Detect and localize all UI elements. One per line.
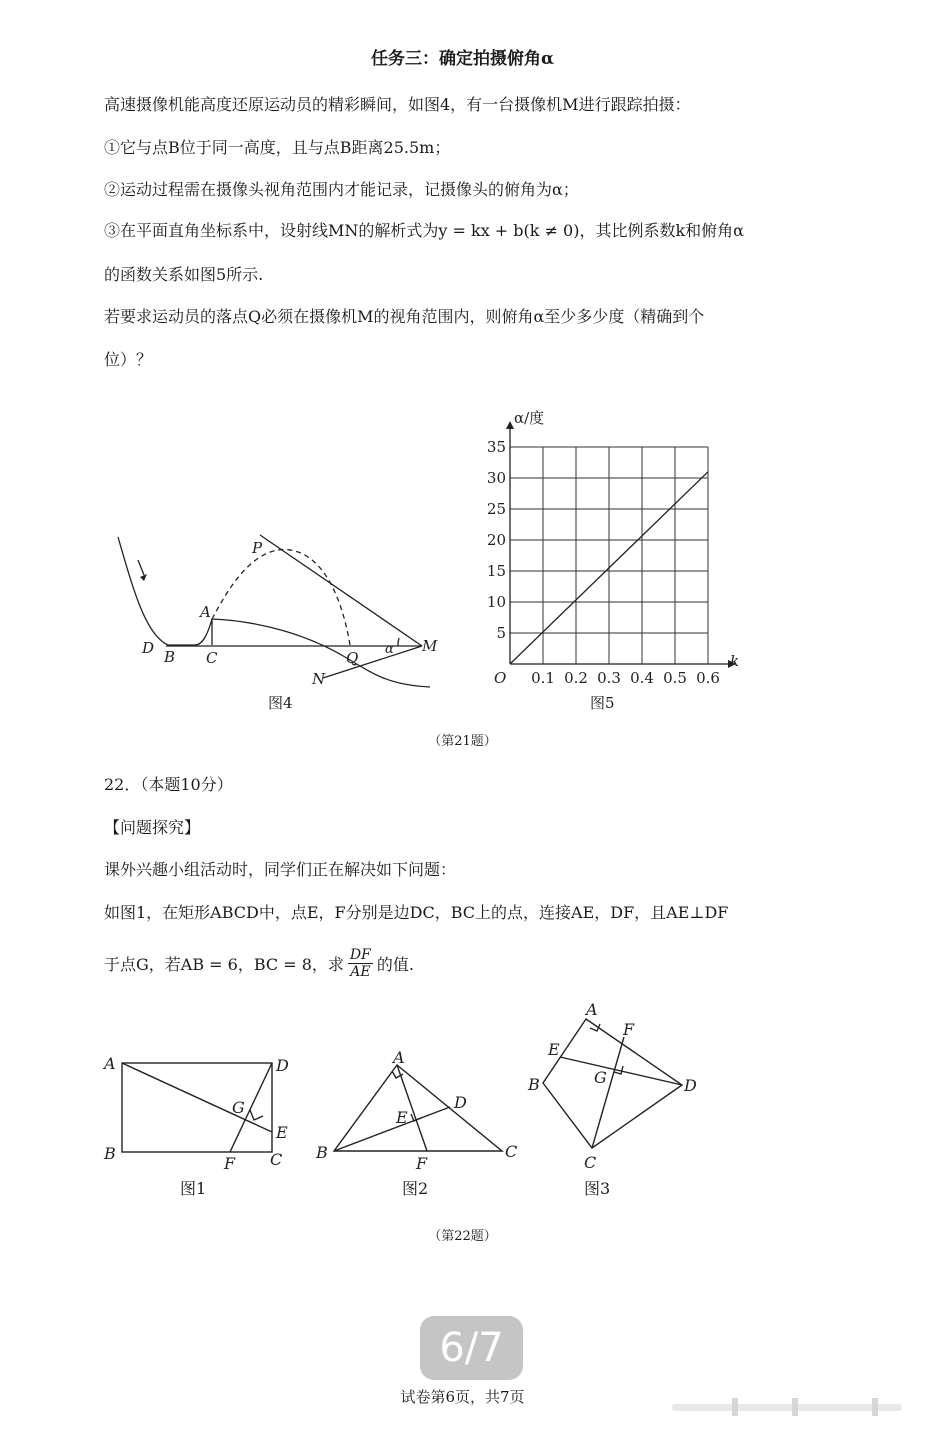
q22-line-2: 如图1，在矩形ABCD中，点E，F分别是边DC，BC上的点，连接AE，DF，且AE⊥DF <box>104 903 729 922</box>
x-axis-label: k <box>730 652 740 670</box>
fig1-label-g: G <box>232 1098 245 1117</box>
figure-4-caption: 图4 <box>268 694 293 712</box>
segment-ae <box>122 1063 272 1132</box>
y-tick-label: 25 <box>486 500 506 518</box>
fig3-label-e: E <box>548 1040 560 1059</box>
fig3-label-b: B <box>528 1075 540 1094</box>
q22-caption: （第22题） <box>428 1229 497 1244</box>
figure-3-caption: 图3 <box>584 1179 611 1198</box>
fig1-label-e: E <box>276 1123 288 1142</box>
fraction-numerator: DF <box>349 947 371 963</box>
q21-item-2: ②运动过程需在摄像头视角范围内才能记录，记摄像头的俯角为α； <box>104 180 579 199</box>
quadrilateral-abcd <box>543 1019 682 1148</box>
chart-grid <box>510 447 708 664</box>
fig3-label-c: C <box>584 1153 597 1172</box>
x-tick-label: 0.3 <box>597 669 621 687</box>
figure-5-chart <box>470 402 760 692</box>
fig2-label-f: F <box>416 1154 428 1170</box>
triangle-abc <box>334 1065 502 1151</box>
fig1-label-f: F <box>224 1154 236 1170</box>
right-angle-mark <box>250 1110 263 1120</box>
label-alpha: α <box>385 642 394 657</box>
page-indicator: 6/7 <box>420 1316 523 1380</box>
q21-caption: （第21题） <box>428 734 497 749</box>
figure-3 <box>522 995 712 1175</box>
watermark-icon <box>672 1396 902 1418</box>
fig3-label-g: G <box>594 1068 607 1087</box>
fig3-label-d: D <box>684 1076 697 1095</box>
x-tick-label: 0.5 <box>663 669 687 687</box>
fig2-label-c: C <box>505 1142 518 1161</box>
fig2-label-b: B <box>316 1143 328 1162</box>
q21-intro: 高速摄像机能高度还原运动员的精彩瞬间，如图4，有一台摄像机M进行跟踪拍摄： <box>104 95 691 114</box>
segment-bd <box>334 1107 450 1151</box>
fig3-label-a: A <box>586 1000 598 1019</box>
figure-1-caption: 图1 <box>180 1179 207 1198</box>
figure-2-caption: 图2 <box>402 1179 429 1198</box>
fig2-label-d: D <box>454 1093 467 1112</box>
q22-line-1: 课外兴趣小组活动时，同学们正在解决如下问题： <box>104 860 457 879</box>
q21-question: 若要求运动员的落点Q必须在摄像机M的视角范围内，则俯角α至少多少度（精确到个 <box>104 307 705 326</box>
fraction-df-ae <box>348 947 373 980</box>
alpha-arc <box>398 638 399 646</box>
q22-line-3-prefix: 于点G，若AB = 6，BC = 8，求 <box>104 955 344 974</box>
y-tick-label: 15 <box>486 562 506 580</box>
figure-4 <box>100 525 445 720</box>
q21-question-continued: 位）？ <box>104 350 153 369</box>
y-tick-label: 20 <box>486 531 506 549</box>
x-tick-label: 0.2 <box>564 669 588 687</box>
ski-slope-curve <box>118 537 212 645</box>
y-tick-label: 30 <box>486 469 506 487</box>
segment-fc <box>592 1037 624 1148</box>
page-footer: 试卷第6页，共7页 <box>400 1388 525 1406</box>
y-tick-label: 10 <box>486 593 506 611</box>
q22-line-3 <box>104 947 414 980</box>
y-tick-label: 5 <box>496 624 506 642</box>
fig1-label-b: B <box>104 1144 116 1163</box>
label-n: N <box>312 670 326 688</box>
fig2-label-e: E <box>396 1108 408 1127</box>
figure-5-caption: 图5 <box>590 694 615 712</box>
x-tick-label: 0.6 <box>696 669 720 687</box>
q21-item-3-continued: 的函数关系如图5所示. <box>104 265 264 284</box>
q22-section: 【问题探究】 <box>104 818 201 837</box>
fig1-label-c: C <box>270 1150 283 1169</box>
y-axis-arrow-icon <box>506 421 514 429</box>
task-title: 任务三：确定拍摄俯角α <box>370 49 555 69</box>
fig3-label-f: F <box>623 1020 635 1039</box>
fraction-denominator: AE <box>350 964 371 980</box>
ray-mp <box>260 535 422 646</box>
q22-header: 22．（本题10分） <box>104 775 233 794</box>
y-tick-label: 35 <box>486 438 506 456</box>
fig2-label-a: A <box>393 1048 405 1067</box>
arrow-icon <box>138 560 144 575</box>
label-m: M <box>422 637 438 655</box>
fig1-label-a: A <box>104 1054 116 1073</box>
label-a: A <box>200 603 211 621</box>
label-p: P <box>252 539 263 557</box>
label-c: C <box>206 649 218 667</box>
label-b: B <box>164 648 176 666</box>
q21-item-1: ①它与点B位于同一高度，且与点B距离25.5m； <box>104 138 451 157</box>
segment-ed <box>560 1057 682 1085</box>
figure-2 <box>312 1045 527 1170</box>
fig1-label-d: D <box>276 1056 289 1075</box>
figure-1 <box>100 1045 305 1170</box>
y-axis-label: α/度 <box>514 409 545 427</box>
q22-line-3-suffix: 的值. <box>376 955 414 974</box>
rectangle-abcd <box>122 1063 272 1152</box>
q21-item-3: ③在平面直角坐标系中，设射线MN的解析式为y = kx + b(k ≠ 0)，其比例系数k和俯角α <box>104 221 744 240</box>
label-q: Q <box>346 649 359 667</box>
origin-label: O <box>494 669 507 687</box>
x-tick-label: 0.4 <box>630 669 654 687</box>
label-d: D <box>142 639 155 657</box>
x-tick-label: 0.1 <box>531 669 555 687</box>
